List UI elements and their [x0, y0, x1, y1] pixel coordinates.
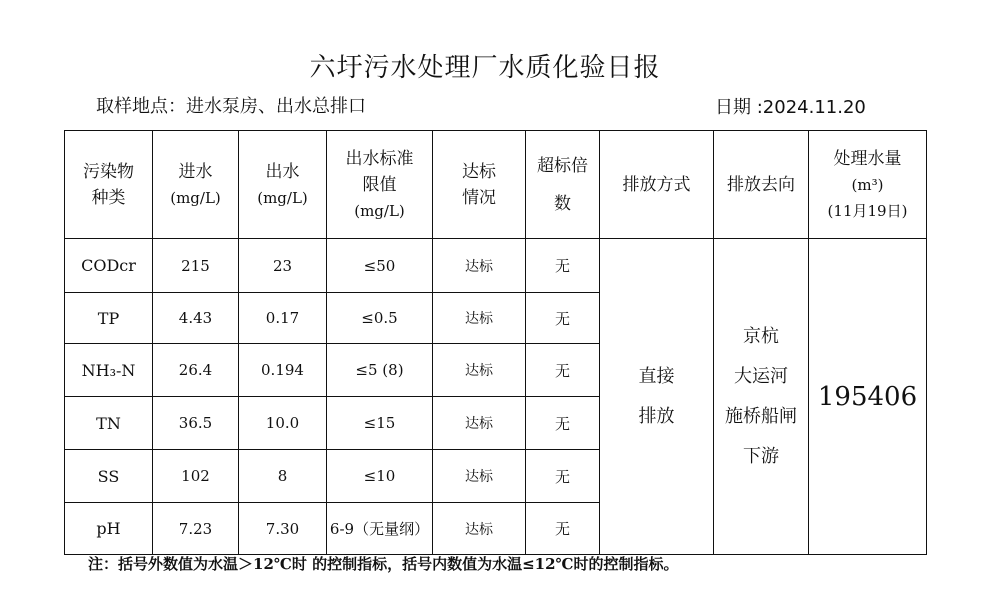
pollutant-name: SS — [65, 450, 153, 503]
inflow-value: 102 — [153, 450, 239, 503]
header-exceed: 超标倍 数 — [526, 131, 600, 239]
limit-value: ≤5 (8) — [327, 344, 433, 397]
outflow-value: 0.17 — [239, 293, 327, 344]
compliance-status: 达标 — [433, 344, 526, 397]
header-volume: 处理水量 (m³) (11月19日) — [809, 131, 927, 239]
header-compliance: 达标 情况 — [433, 131, 526, 239]
report-title: 六圩污水处理厂水质化验日报 — [309, 53, 661, 83]
limit-value: ≤50 — [327, 239, 433, 293]
compliance-status: 达标 — [433, 450, 526, 503]
limit-value: ≤0.5 — [327, 293, 433, 344]
limit-value: ≤10 — [327, 450, 433, 503]
compliance-status: 达标 — [433, 293, 526, 344]
outflow-value: 10.0 — [239, 397, 327, 450]
compliance-status: 达标 — [433, 397, 526, 450]
outflow-value: 23 — [239, 239, 327, 293]
exceed-value: 无 — [526, 239, 600, 293]
outflow-value: 0.194 — [239, 344, 327, 397]
outflow-value: 7.30 — [239, 503, 327, 555]
compliance-status: 达标 — [433, 503, 526, 555]
inflow-value: 36.5 — [153, 397, 239, 450]
exceed-value: 无 — [526, 503, 600, 555]
pollutant-name: pH — [65, 503, 153, 555]
pollutant-name: TN — [65, 397, 153, 450]
header-outflow: 出水 (mg/L) — [239, 131, 327, 239]
limit-value: ≤15 — [327, 397, 433, 450]
water-quality-table — [64, 130, 927, 555]
inflow-value: 7.23 — [153, 503, 239, 555]
pollutant-name: NH₃-N — [65, 344, 153, 397]
header-destination: 排放去向 — [714, 131, 809, 239]
table-row — [65, 239, 927, 293]
discharge-method: 直接 排放 — [600, 239, 714, 555]
sampling-location: 取样地点：进水泵房、出水总排口 — [96, 96, 366, 117]
exceed-value: 无 — [526, 293, 600, 344]
header-inflow: 进水 (mg/L) — [153, 131, 239, 239]
exceed-value: 无 — [526, 344, 600, 397]
discharge-destination: 京杭 大运河 施桥船闸 下游 — [714, 239, 809, 555]
inflow-value: 26.4 — [153, 344, 239, 397]
inflow-value: 215 — [153, 239, 239, 293]
report-date: 日期 :2024.11.20 — [715, 97, 866, 118]
pollutant-name: TP — [65, 293, 153, 344]
exceed-value: 无 — [526, 397, 600, 450]
header-pollutant: 污染物 种类 — [65, 131, 153, 239]
treated-volume: 195406 — [809, 239, 927, 555]
exceed-value: 无 — [526, 450, 600, 503]
footnote: 注：括号外数值为水温＞12℃时 的控制指标，括号内数值为水温≤12℃时的控制指标。 — [88, 555, 679, 573]
limit-value: 6-9（无量纲） — [327, 503, 433, 555]
compliance-status: 达标 — [433, 239, 526, 293]
pollutant-name: CODcr — [65, 239, 153, 293]
header-limit: 出水标准 限值 (mg/L) — [327, 131, 433, 239]
header-row — [65, 131, 927, 239]
header-method: 排放方式 — [600, 131, 714, 239]
inflow-value: 4.43 — [153, 293, 239, 344]
outflow-value: 8 — [239, 450, 327, 503]
